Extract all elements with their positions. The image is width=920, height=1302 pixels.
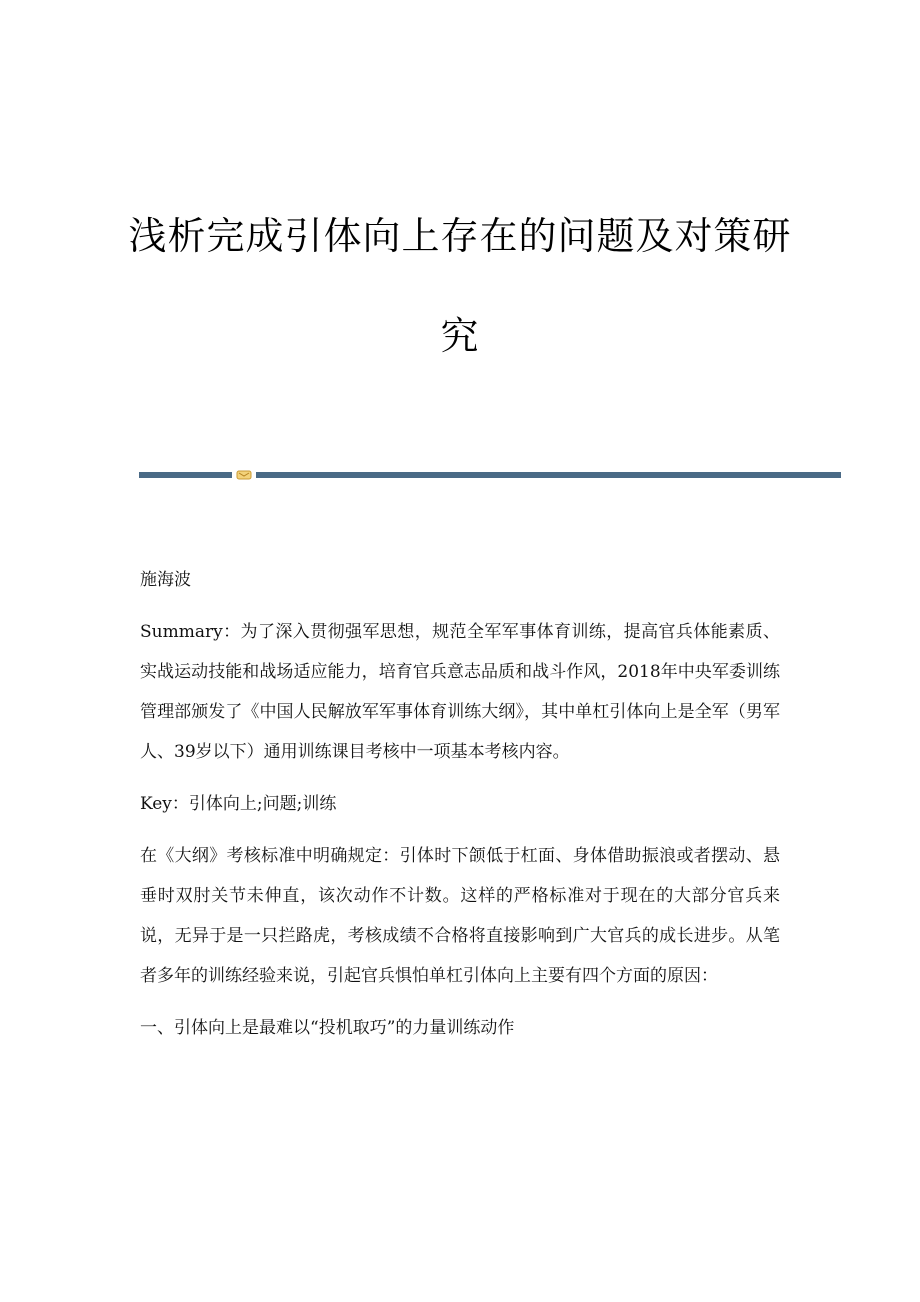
- keywords-label: Key：: [140, 794, 189, 814]
- divider-bar-right: [256, 472, 841, 478]
- title-divider: [139, 470, 841, 480]
- divider-bar-left: [139, 472, 232, 478]
- summary-label: Summary：: [140, 622, 241, 642]
- keywords-text: 引体向上;问题;训练: [188, 794, 337, 814]
- title-line-1: 浅析完成引体向上存在的问题及对策研: [128, 214, 792, 258]
- body-paragraph: 在《大纲》考核标准中明确规定：引体时下颌低于杠面、身体借助振浪或者摆动、悬垂时双肘关节未伸直，该次动作不计数。这样的严格标准对于现在的大部分官兵来说，无异于是一只拦路虎，考核成绩不合格将直接影响到广大官兵的成长进步。从笔者多年的训练经验来说，引起官兵惧怕单杠引体向上主要有四个方面的原因：: [140, 846, 780, 986]
- article-content: [140, 560, 780, 1060]
- summary-text: 为了深入贯彻强军思想，规范全军军事体育训练，提高官兵体能素质、实战运动技能和战场适应能力，培育官兵意志品质和战斗作风，2018年中央军委训练管理部颁发了《中国人民解放军军事体育训练大纲》，其中单杠引体向上是全军（男军人、39岁以下）通用训练课目考核中一项基本考核内容。: [140, 622, 781, 762]
- page-title: [120, 186, 800, 386]
- keywords-paragraph: [140, 784, 780, 824]
- summary-paragraph: [140, 612, 780, 772]
- title-line-2: 究: [440, 314, 480, 358]
- author-name: 施海波: [140, 570, 191, 590]
- section-heading: 一、引体向上是最难以“投机取巧”的力量训练动作: [140, 1018, 515, 1038]
- ornament-icon: [236, 470, 252, 480]
